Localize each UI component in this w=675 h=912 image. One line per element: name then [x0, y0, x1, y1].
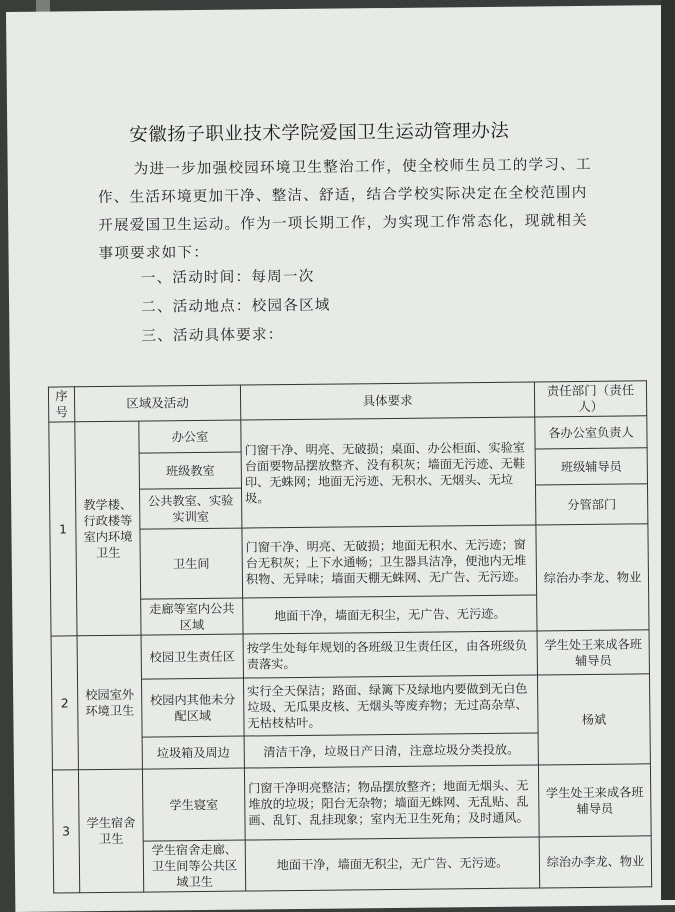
group-name: 校园室外环境卫生 — [77, 635, 142, 770]
table-row — [51, 674, 650, 738]
requirements-table — [48, 380, 652, 893]
requirement-cell: 实行全天保洁；路面、绿篱下及绿地内要做到无白色垃圾、无瓜果皮核、无烟头等废弃物；无过高杂草、无枯枝枯叶。 — [244, 675, 539, 736]
sub-area: 公共教室、实验实训室 — [140, 488, 242, 529]
requirement-cell: 清洁干净，垃圾日产日清，注意垃圾分类投放。 — [244, 733, 538, 768]
table-row — [52, 764, 651, 842]
sub-area: 学生宿舍走廊、卫生间等公共区域卫生 — [143, 840, 246, 892]
sub-area: 办公室 — [139, 420, 241, 453]
table-row — [50, 524, 649, 600]
sub-area: 走廊等室内公共区域 — [141, 598, 243, 635]
requirement-cell: 门窗干净明亮整洁；物品摆放整齐；地面无烟头、无堆放的垃圾；阳台无杂物；墙面无蛛网、无乱贴、乱画、乱钉、乱挂现象；室内无卫生死角；及时通风。 — [244, 765, 539, 840]
requirement-cell: 门窗干净、明亮、无破损；桌面、办公柜面、实验室台面要物品摆放整齐、没有积灰；墙面无污迹、无鞋印、无蛛网；地面无污迹、无积水、无烟头、无垃圾。 — [241, 417, 536, 528]
department-cell: 综治办李龙、物业 — [539, 836, 652, 888]
group-number: 2 — [51, 636, 78, 770]
group-number: 1 — [49, 422, 77, 636]
requirement-cell: 地面干净，墙面无积尘，无广告、无污迹。 — [243, 595, 537, 634]
background-edge — [661, 0, 675, 900]
requirement-cell: 门窗干净、明亮、无破损；地面无积水、无污迹；窗台无积灰；上下水通畅；卫生器具洁净，便池内无堆积物、无异味；墙面天棚无蛛网、无广告、无污迹。 — [242, 525, 537, 598]
department-cell: 综治办李龙、物业 — [536, 524, 649, 631]
group-number: 3 — [52, 770, 79, 893]
requirement-cell: 按学生处每年规划的各班级卫生责任区，由各班级负责落实。 — [243, 631, 537, 678]
department-cell: 杨斌 — [537, 674, 650, 765]
sub-area: 校园卫生责任区 — [141, 634, 243, 679]
intro-text: 为进一步加强校园环境卫生整治工作，使全校师生员工的学习、工作、生活环境更加干净、整洁、舒适，结合学校实际决定在全校范围内开展爱国卫生运动。作为一项长期工作，为实现工作常态化，现就相关事项要求如下： — [97, 155, 592, 263]
document-page — [6, 5, 675, 912]
sub-area: 学生寝室 — [142, 768, 245, 841]
department-cell: 学生处王来成各班辅导员 — [538, 764, 651, 837]
sub-area: 班级教室 — [139, 452, 241, 489]
sub-area: 垃圾箱及周边 — [142, 736, 244, 769]
group-name: 学生宿舍卫生 — [78, 769, 143, 893]
department-cell: 学生处王来成各班辅导员 — [537, 630, 649, 675]
header-requirements: 具体要求 — [240, 382, 534, 420]
header-area: 区域及活动 — [74, 385, 240, 422]
sub-area: 卫生间 — [140, 528, 243, 599]
header-department: 责任部门（责任人） — [534, 381, 646, 417]
header-no: 序号 — [48, 387, 74, 422]
sub-area: 校园内其他未分配区域 — [141, 678, 244, 737]
item-place: 二、活动地点：校园各区域 — [141, 296, 331, 316]
table-row — [53, 836, 652, 893]
group-name: 教学楼、行政楼等室内环境卫生 — [75, 421, 141, 636]
item-time: 一、活动时间：每周一次 — [140, 267, 315, 287]
document-title: 安徽扬子职业技术学院爱国卫生运动管理办法 — [129, 120, 510, 146]
department-cell: 各办公室负责人 — [535, 416, 647, 449]
item-requirements: 三、活动具体要求： — [141, 326, 284, 345]
intro-paragraph — [98, 151, 599, 268]
department-cell: 分管部门 — [535, 484, 647, 525]
department-cell: 班级辅导员 — [535, 448, 647, 485]
requirement-cell: 地面干净，墙面无积尘，无广告、无污迹。 — [245, 837, 540, 891]
table-row — [51, 630, 649, 680]
